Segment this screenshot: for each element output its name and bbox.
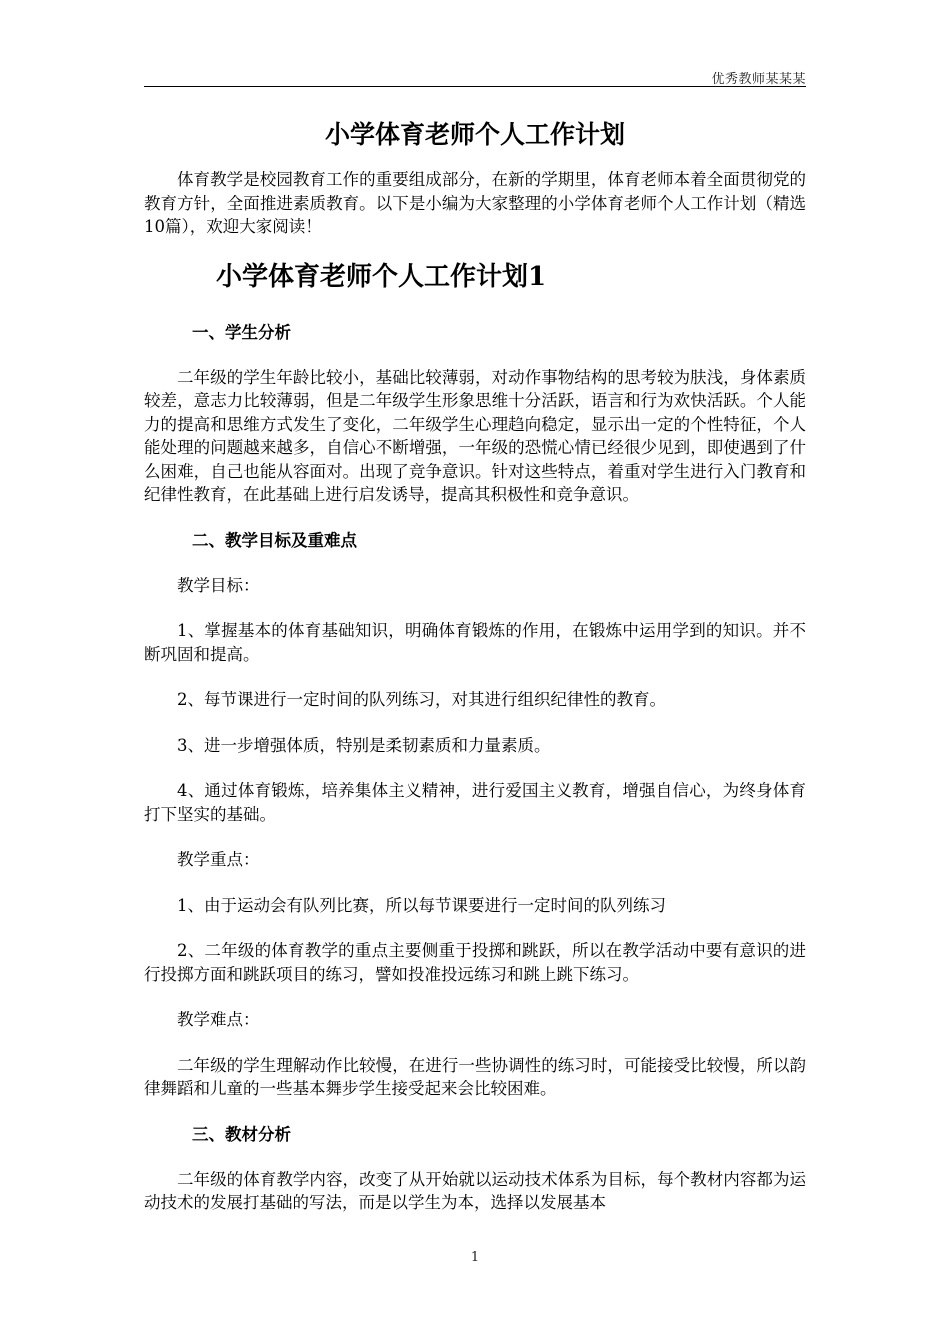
paragraph-material-1: 二年级的体育教学内容，改变了从开始就以运动技术体系为目标，每个教材内容都为运动技术的发展打基础的写法，而是以学生为本，选择以发展基本 [144, 1169, 806, 1212]
paragraph-key-2: 2、二年级的体育教学的重点主要侧重于投掷和跳跃，所以在教学活动中要有意识的进行投掷方面和跳跃项目的练习，譬如投准投远练习和跳上跳下练习。 [144, 941, 806, 984]
paragraph-student-analysis: 二年级的学生年龄比较小，基础比较薄弱，对动作事物结构的思考较为肤浅，身体素质较差，意志力比较薄弱，但是二年级学生形象思维十分活跃，语言和行为欢快活跃。个人能力的提高和思维方式发生了变化，二年级学生心理趋向稳定，显示出一定的个性特征，个人能处理的问题越来越多，自信心不断增强，一年级的恐慌心情已经很少见到，即使遇到了什么困难，自己也能从容面对。出现了竞争意识。针对这些特点，着重对学生进行入门教育和纪律性教育，在此基础上进行启发诱导，提高其积极性和竞争意识。 [144, 367, 806, 504]
document-body [144, 110, 806, 1215]
header-divider [144, 86, 806, 87]
intro-paragraph: 体育教学是校园教育工作的重要组成部分，在新的学期里，体育老师本着全面贯彻党的教育方针，全面推进素质教育。以下是小编为大家整理的小学体育老师个人工作计划（精选10篇），欢迎大家阅读！ [144, 170, 806, 236]
header-author: 优秀教师某某某 [711, 72, 806, 87]
section-heading-material-analysis: 三、教材分析 [192, 1124, 291, 1144]
section-heading-student-analysis: 一、学生分析 [192, 322, 291, 342]
paragraph-key-1: 1、由于运动会有队列比赛，所以每节课要进行一定时间的队列练习 [177, 895, 666, 915]
section-heading-goals: 二、教学目标及重难点 [192, 530, 357, 550]
page-number: 1 [470, 1250, 480, 1265]
paragraph-goal-label: 教学目标： [177, 575, 260, 595]
plan-subtitle: 小学体育老师个人工作计划1 [216, 261, 547, 292]
paragraph-difficulty-label: 教学难点： [177, 1010, 260, 1029]
paragraph-goal-4: 4、通过体育锻炼，培养集体主义精神，进行爱国主义教育，增强自信心，为终身体育打下坚实的基础。 [144, 781, 806, 824]
paragraph-goal-1: 1、掌握基本的体育基础知识，明确体育锻炼的作用，在锻炼中运用学到的知识。并不断巩固和提高。 [144, 621, 806, 664]
paragraph-difficulty-1: 二年级的学生理解动作比较慢，在进行一些协调性的练习时，可能接受比较慢，所以韵律舞蹈和儿童的一些基本舞步学生接受起来会比较困难。 [144, 1055, 806, 1098]
document-title: 小学体育老师个人工作计划 [324, 120, 625, 149]
paragraph-goal-3: 3、进一步增强体质，特别是柔韧素质和力量素质。 [177, 735, 551, 755]
paragraph-goal-2: 2、每节课进行一定时间的队列练习，对其进行组织纪律性的教育。 [177, 690, 666, 709]
paragraph-key-label: 教学重点： [177, 850, 260, 869]
